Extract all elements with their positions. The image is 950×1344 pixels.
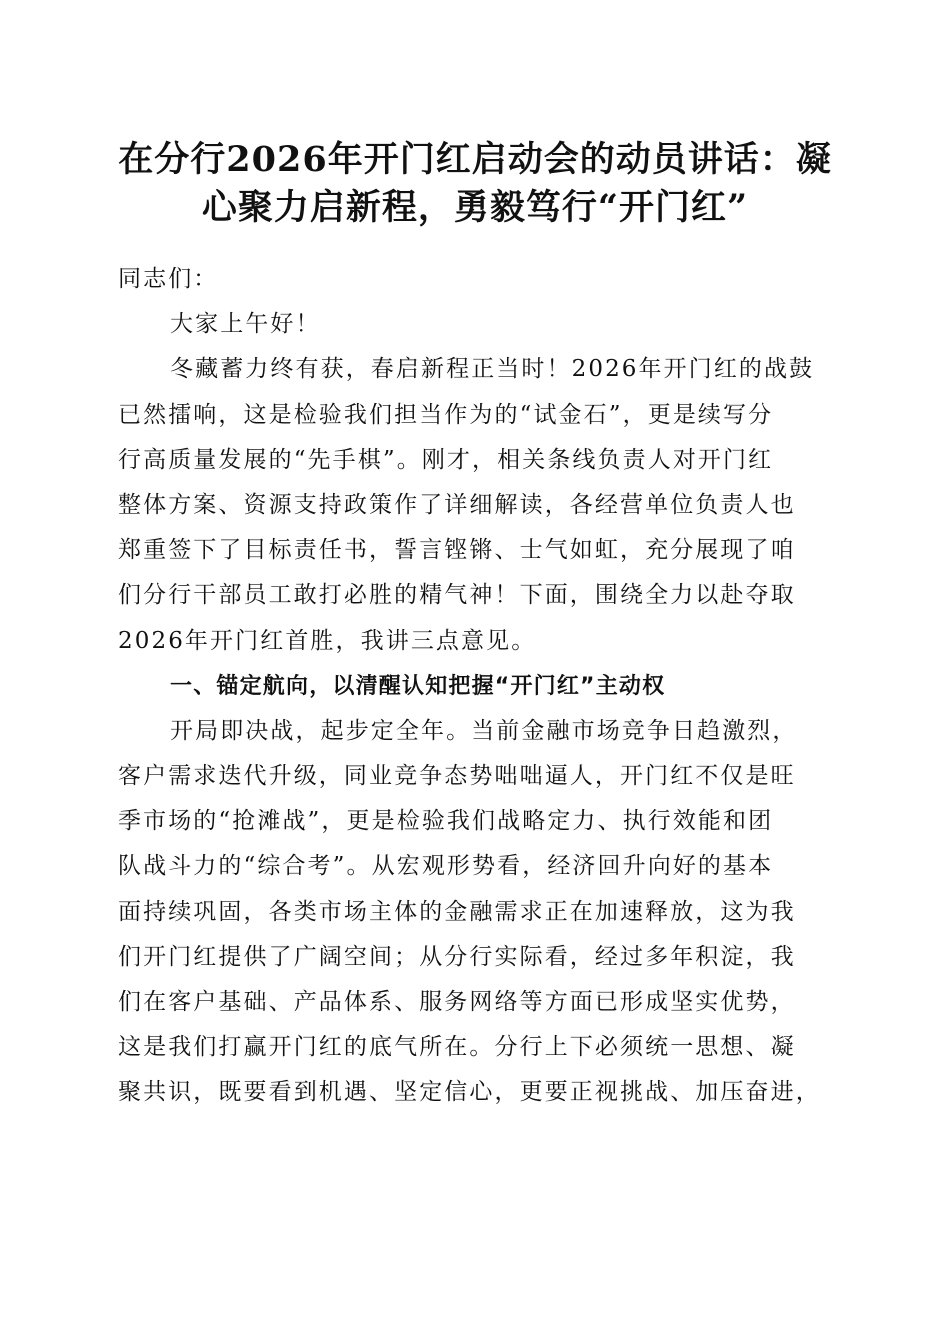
paragraph-line: 整体方案、资源支持政策作了详细解读，各经营单位负责人也 (118, 491, 796, 518)
paragraph-2 (118, 709, 834, 1116)
paragraph-line: 们分行干部员工敢打必胜的精气神！下面，围绕全力以赴夺取 (118, 582, 796, 609)
title-line: 心聚力启新程，勇毅笃行“开门红” (201, 187, 749, 228)
paragraph-line: 开局即决战，起步定全年。当前金融市场竞争日趋激烈， (170, 717, 798, 744)
paragraph-line: 郑重签下了目标责任书，誓言铿锵、士气如虹，充分展现了咱 (118, 537, 796, 564)
greeting: 大家上午好！ (170, 311, 321, 338)
paragraph-line: 们开门红提供了广阔空间；从分行实际看，经过多年积淀，我 (118, 943, 796, 970)
paragraph-line: 面持续巩固，各类市场主体的金融需求正在加速释放，这为我 (118, 898, 796, 925)
paragraph-line: 2026年开门红首胜，我讲三点意见。 (118, 627, 537, 654)
paragraph-line: 冬藏蓄力终有获，春启新程正当时！2026年开门红的战鼓 (170, 356, 815, 383)
salutation: 同志们： (118, 266, 219, 292)
paragraph-line: 聚共识，既要看到机遇、坚定信心，更要正视挑战、加压奋进， (118, 1079, 821, 1106)
paragraph-line: 队战斗力的“综合考”。从宏观形势看，经济回升向好的基本 (118, 853, 774, 880)
paragraph-line: 已然擂响，这是检验我们担当作为的“试金石”，更是续写分 (118, 401, 774, 428)
document-body (118, 257, 834, 1116)
paragraph-1 (118, 347, 834, 663)
paragraph-line: 季市场的“抢滩战”，更是检验我们战略定力、执行效能和团 (118, 808, 774, 835)
paragraph-line: 客户需求迭代升级，同业竞争态势咄咄逼人，开门红不仅是旺 (118, 763, 796, 790)
document-title (110, 136, 840, 232)
title-line: 在分行2026年开门红启动会的动员讲话：凝 (118, 139, 832, 180)
paragraph-line: 们在客户基础、产品体系、服务网络等方面已形成坚实优势， (118, 989, 796, 1015)
section-heading: 一、锚定航向，以清醒认知把握“开门红”主动权 (170, 673, 666, 699)
paragraph-line: 这是我们打赢开门红的底气所在。分行上下必须统一思想、凝 (118, 1034, 796, 1061)
paragraph-line: 行高质量发展的“先手棋”。刚才，相关条线负责人对开门红 (118, 446, 774, 473)
